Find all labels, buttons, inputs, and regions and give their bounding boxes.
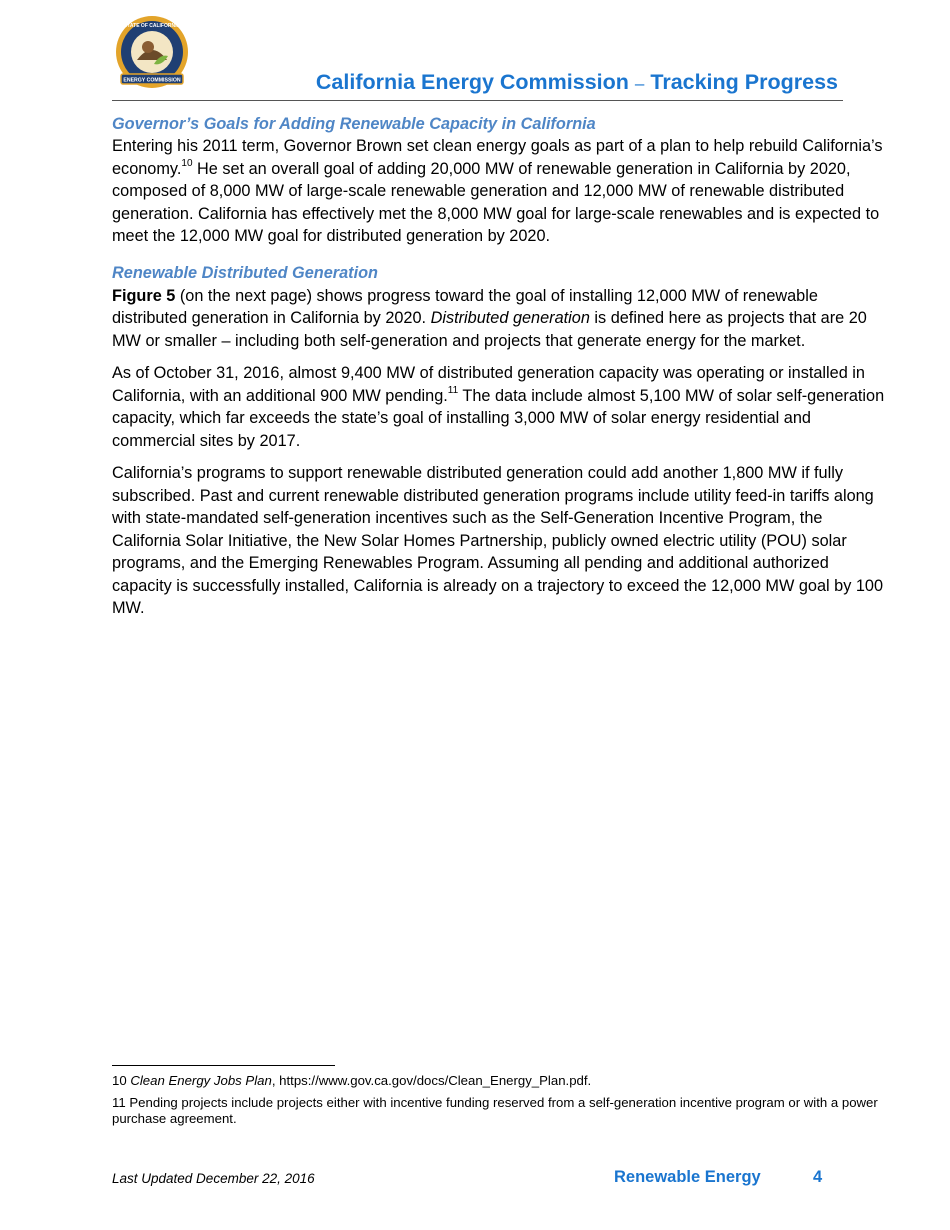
paragraph [112,362,887,452]
paragraph: California’s programs to support renewable distributed generation could add another 1,800 MW if fully subscribed. Past and current renewable distributed generation programs include utility feed-in tariffs along with state-mandated self-generation incentives such as the Self-Generation Incentive Program, the California Solar Initiative, the New Solar Homes Partnership, publicly owned electric utility (POU) solar programs, and the Emerging Renewables Program. Assuming all pending and additional authorized capacity is successfully installed, California is already on a trajectory to exceed the 12,000 MW goal by 100 MW. [112,464,884,617]
paragraph-text: The data include almost 5,100 MW of solar self-generation capacity, which far exceeds the state’s goal of installing 3,000 MW of solar energy residential and commercial sites by 2017. [112,386,885,450]
paragraph-text: is defined here as projects that are 20 MW or smaller – including both self-generation and projects that generate energy for the market. [112,309,867,350]
footer-section-title: Renewable Energy [614,1168,761,1186]
page-header-title [300,70,838,95]
footnote-ref-11: 11 [447,385,459,397]
header-separator: – [634,74,645,93]
footnote-10 [112,1073,892,1090]
footnote-text: , https://www.gov.ca.gov/docs/Clean_Energy_Plan.pdf. [271,1073,592,1088]
paragraph [112,135,887,248]
section-governor-goals [112,114,887,248]
paragraph-text: As of October 31, 2016, almost 9,400 MW of distributed generation capacity was operating or installed in California, with an additional 900 MW pending. [112,364,865,405]
section-heading: Renewable Distributed Generation [112,263,378,282]
logo-banner-text: ENERGY COMMISSION [123,77,181,84]
paragraph-text: Entering his 2011 term, Governor Brown set clean energy goals as part of a plan to help rebuild California’s economy. [112,137,883,178]
energy-commission-seal-logo [112,14,192,94]
header-divider [112,100,843,101]
defined-term: Distributed generation [430,309,590,327]
figure-ref: Figure 5 [112,286,176,305]
section-heading: Governor’s Goals for Adding Renewable Capacity in California [112,115,596,133]
footnote-number: 11 [112,1094,126,1110]
footnotes [112,1073,892,1128]
footnote-11 [112,1095,892,1128]
main-content [112,114,887,620]
section-renewable-distributed-generation [112,263,887,620]
last-updated: Last Updated December 22, 2016 [112,1171,315,1186]
logo-arc-text: STATE OF CALIFORNIA [123,23,181,29]
header-title: California Energy Commission [315,70,629,94]
page-number: 4 [813,1168,823,1186]
footnote-text: Pending projects include projects either with incentive funding reserved from a self-generation incentive program or with a power purchase agreement. [112,1094,878,1126]
footnote-number: 10 [112,1073,127,1088]
footnote-title: Clean Energy Jobs Plan [130,1073,272,1088]
footnote-divider [112,1065,335,1066]
paragraph-text: He set an overall goal of adding 20,000 MW of renewable generation in California by 2020, composed of 8,000 MW of large-scale renewable generation and 12,000 MW of renewable distributed generation. California has effectively met the 8,000 MW goal for large-scale renewables and is expected to meet the 12,000 MW goal for distributed generation by 2020. [112,159,880,245]
footnote-ref-10: 10 [181,158,193,170]
paragraph [112,285,887,353]
paragraph-text: (on the next page) shows progress toward the goal of installing 12,000 MW of renewable distributed generation in California by 2020. [112,286,818,327]
header-subtitle: Tracking Progress [650,70,838,94]
